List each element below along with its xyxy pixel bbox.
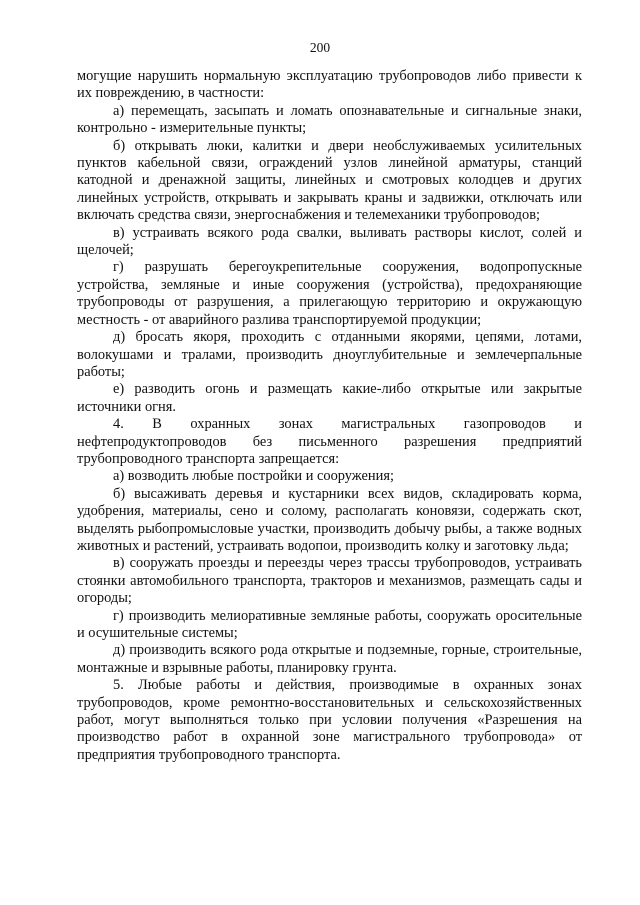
paragraph-4b: б) высаживать деревья и кустарники всех видов, складировать корма, удобрения, материалы, сено и солому, располагать коновязи, содержать скот, выделять рыбопромысловые участки, производить добычу рыбы, а также водных животных и растений, устраивать водопои, производить колку и заготовку льда; bbox=[77, 485, 582, 554]
paragraph-4a: а) возводить любые постройки и сооружения; bbox=[113, 468, 394, 485]
page-number: 200 bbox=[309, 40, 331, 55]
paragraph-4-heading: 4. В охранных зонах магистральных газопроводов и нефтепродуктопроводов без письменного разрешения предприятий трубопроводного транспорта запрещается: bbox=[77, 416, 582, 467]
paragraph-3e: е) разводить огонь и размещать какие-либо открытые или закрытые источники огня. bbox=[77, 381, 582, 415]
paragraph-5: 5. Любые работы и действия, производимые в охранных зонах трубопроводов, кроме ремонтно-восстановительных и сельскохозяйственных работ, могут выполняться только при условии получения «Разрешения на производство работ в охранной зоне магистрального трубопровода» от предприятия трубопроводного транспорта. bbox=[77, 677, 582, 763]
paragraph-intro-continuation: могущие нарушить нормальную эксплуатацию трубопроводов либо привести к их повреждению, в частности: bbox=[77, 68, 582, 102]
paragraph-3d: д) бросать якоря, проходить с отданными якорями, цепями, лотами, волокушами и тралами, производить дноуглубительные и землечерпальные работы; bbox=[77, 329, 582, 380]
document-body bbox=[77, 68, 582, 764]
paragraph-4d: д) производить всякого рода открытые и подземные, горные, строительные, монтажные и взрывные работы, планировку грунта. bbox=[77, 642, 582, 676]
paragraph-3a: а) перемещать, засыпать и ломать опознавательные и сигнальные знаки, контрольно - измерительные пункты; bbox=[77, 102, 582, 137]
paragraph-3g: г) разрушать берегоукрепительные сооружения, водопропускные устройства, земляные и иные сооружения (устройства), предохраняющие трубопроводы от разрушения, а прилегающую территорию и окружающую местность - от аварийного разлива транспортируемой продукции; bbox=[77, 259, 582, 328]
paragraph-3v: в) устраивать всякого рода свалки, выливать растворы кислот, солей и щелочей; bbox=[77, 224, 582, 259]
paragraph-4v: в) сооружать проезды и переезды через трассы трубопроводов, устраивать стоянки автомобильного транспорта, тракторов и механизмов, размещать сады и огороды; bbox=[77, 555, 582, 607]
paragraph-4g: г) производить мелиоративные земляные работы, сооружать оросительные и осушительные системы; bbox=[77, 607, 582, 641]
paragraph-3b: б) открывать люки, калитки и двери необслуживаемых усилительных пунктов кабельной связи, ограждений узлов линейной арматуры, станций катодной и дренажной защиты, линейных и смотровых колодцев и других линейных устройств, открывать и закрывать краны и задвижки, отключать или включать средства связи, энергоснабжения и телемеханики трубопроводов; bbox=[77, 137, 582, 224]
